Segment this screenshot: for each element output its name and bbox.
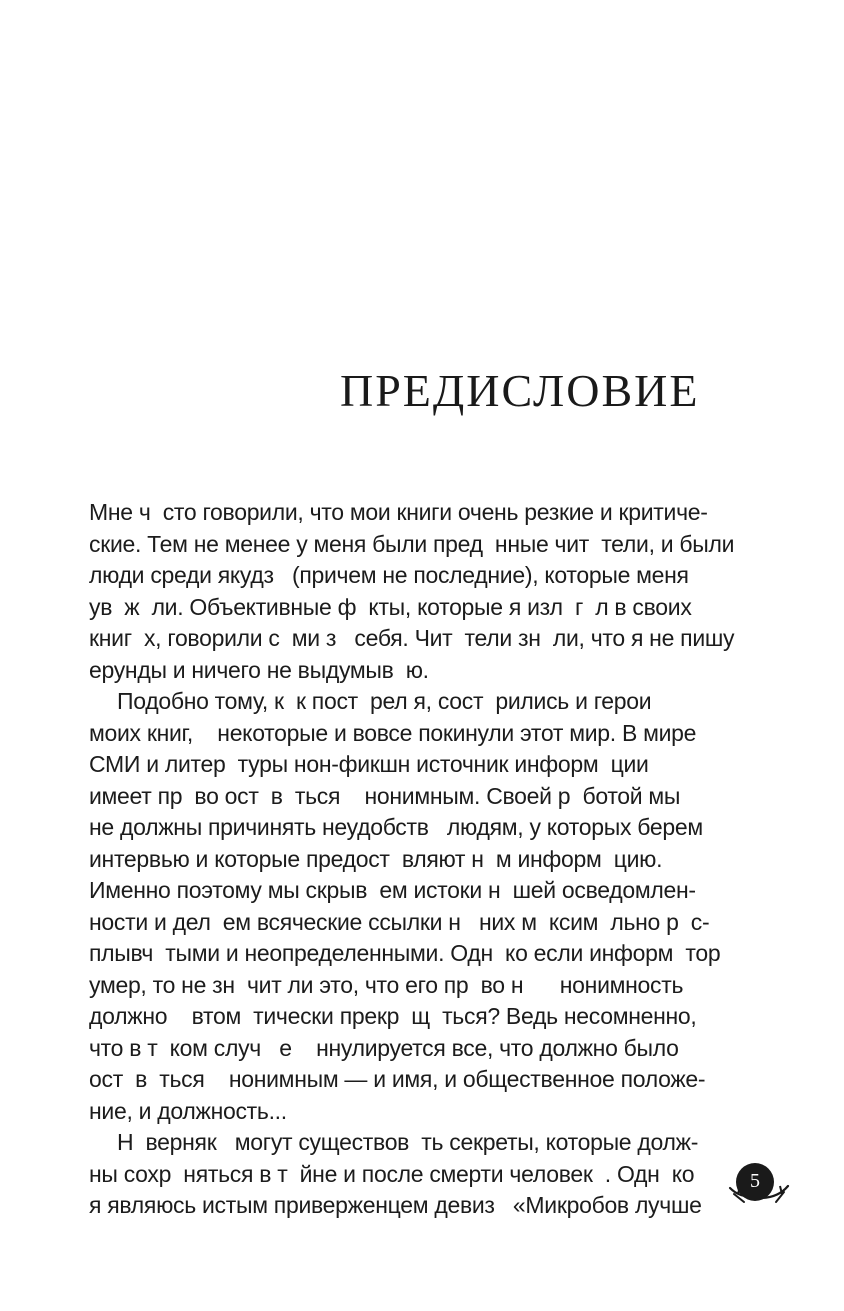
text-line: СМИ и литер туры нон-фикшн источник информ ции (89, 751, 649, 777)
text-line: ские. Тем не менее у меня были пред нные чит тели, и были (89, 530, 735, 557)
text-line: что в т ком случ е ннулируется все, что должно было (89, 1034, 679, 1061)
text-line: Именно поэтому мы скрыв ем истоки н шей осведомлен- (89, 877, 696, 903)
page-number-badge (726, 1158, 792, 1212)
text-line: должно втом тически прекр щ ться? Ведь несомненно, (89, 1003, 697, 1029)
text-line: ние, и должность... (89, 1097, 287, 1124)
text-line: умер, то не зн чит ли это, что его пр во н нонимность (89, 971, 684, 998)
text-line: Подобно тому, к к пост рел я, сост рились и герои (117, 688, 652, 714)
text-line: ны сохр няться в т йне и после смерти человек . Одн ко (89, 1160, 695, 1187)
text-line: я являюсь истым приверженцем девиз «Микробов лучше (89, 1192, 702, 1218)
page-number: 5 (750, 1170, 760, 1192)
text-line: Н верняк могут существов ть секреты, которые долж- (117, 1129, 699, 1155)
text-line: люди среди якудз (причем не последние), которые меня (89, 562, 689, 588)
text-line: ности и дел ем всяческие ссылки н них м ксим льно р с- (89, 908, 710, 935)
text-line: моих книг, некоторые и вовсе покинули этот мир. В мире (89, 719, 697, 746)
text-line: ув ж ли. Объективные ф кты, которые я изл г л в своих (89, 593, 692, 620)
text-line: имеет пр во ост в ться нонимным. Своей р ботой мы (89, 782, 681, 809)
text-line: ост в ться нонимным — и имя, и общественное положе- (89, 1066, 706, 1092)
page-title: ПРЕДИСЛОВИЕ (340, 365, 700, 416)
text-line: не должны причинять неудобств людям, у которых берем (89, 814, 703, 840)
text-line: Мне ч сто говорили, что мои книги очень резкие и критиче- (89, 499, 708, 525)
body-text (89, 497, 735, 1222)
text-line: ерунды и ничего не выдумыв ю. (89, 656, 429, 683)
text-line: книг х, говорили с ми з себя. Чит тели зн ли, что я не пишу (89, 625, 735, 651)
text-line: интервью и которые предост вляют н м информ цию. (89, 845, 663, 872)
text-line: плывч тыми и неопределенными. Одн ко если информ тор (89, 940, 721, 966)
